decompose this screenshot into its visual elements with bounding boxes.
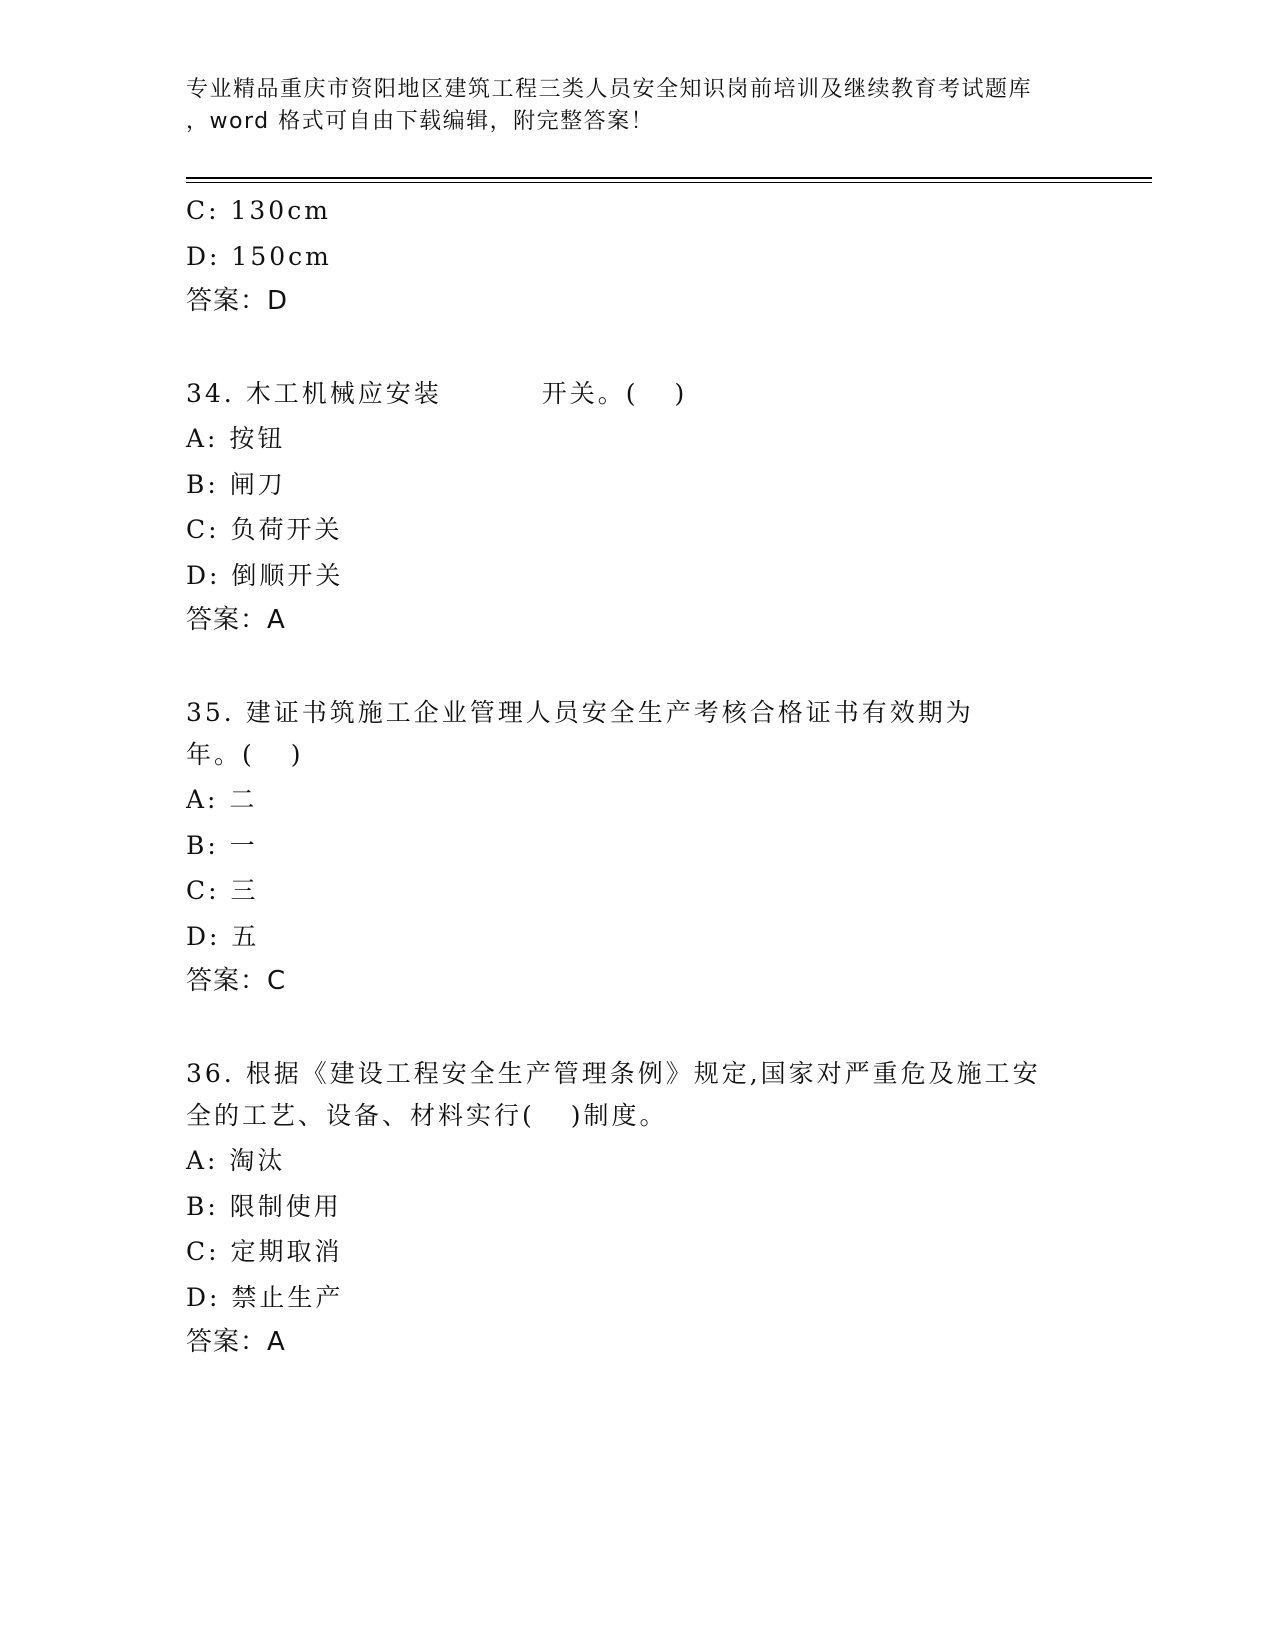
answer-line: 答案：C [186,966,287,996]
header-title-line2: ，word 格式可自由下载编辑，附完整答案！ [186,109,655,134]
stem-close-paren: ) [674,378,688,408]
document-header [186,74,1146,138]
option-b: B: 限制使用 [186,1191,342,1221]
option-a: A: 淘汰 [186,1146,286,1175]
option-c: C: 三 [186,876,259,905]
question-list [186,188,1086,1366]
question-stem-line2 [186,732,1086,778]
option-c: C: 负荷开关 [186,515,343,544]
option-d: D: 150cm [186,241,332,271]
option-d: D: 倒顺开关 [186,560,344,590]
stem-text-before-paren: 全的工艺、设备、材料实行( [186,1100,535,1130]
question-stem-line1: 35. 建证书筑施工企业管理人员安全生产考核合格证书有效期为 [186,697,974,727]
stem-open-paren: 年。( [186,739,255,769]
header-divider-thin [186,182,1152,183]
option-d: D: 五 [186,921,260,951]
option-c: C: 定期取消 [186,1237,343,1266]
question-34 [186,371,1086,644]
question-33-tail [186,188,1086,325]
option-b: B: 闸刀 [186,469,286,499]
answer-line: 答案：A [186,1327,286,1357]
question-stem-line2 [186,1093,1086,1139]
header-divider-thick [186,177,1152,179]
option-a: A: 二 [186,785,258,814]
stem-text-after-blank: 开关。( [541,378,639,408]
option-c: C: 130cm [186,196,331,225]
question-stem-line1: 36. 根据《建设工程安全生产管理条例》规定,国家对严重危及施工安 [186,1058,1041,1088]
stem-text-before-blank: 34. 木工机械应安装 [186,378,442,408]
stem-close-paren: ) [290,739,304,769]
stem-text-after-paren: )制度。 [570,1100,668,1130]
answer-line: 答案：A [186,605,286,635]
question-36 [186,1051,1086,1366]
spacer [186,1005,1086,1051]
question-stem [186,371,1086,417]
answer-line: 答案：D [186,286,289,316]
spacer [186,325,1086,371]
option-a: A: 按钮 [186,424,286,453]
option-b: B: 一 [186,830,258,860]
option-d: D: 禁止生产 [186,1282,344,1312]
question-35 [186,690,1086,1005]
spacer [186,644,1086,690]
header-title-line1: 专业精品重庆市资阳地区建筑工程三类人员安全知识岗前培训及继续教育考试题库 [186,77,1033,102]
